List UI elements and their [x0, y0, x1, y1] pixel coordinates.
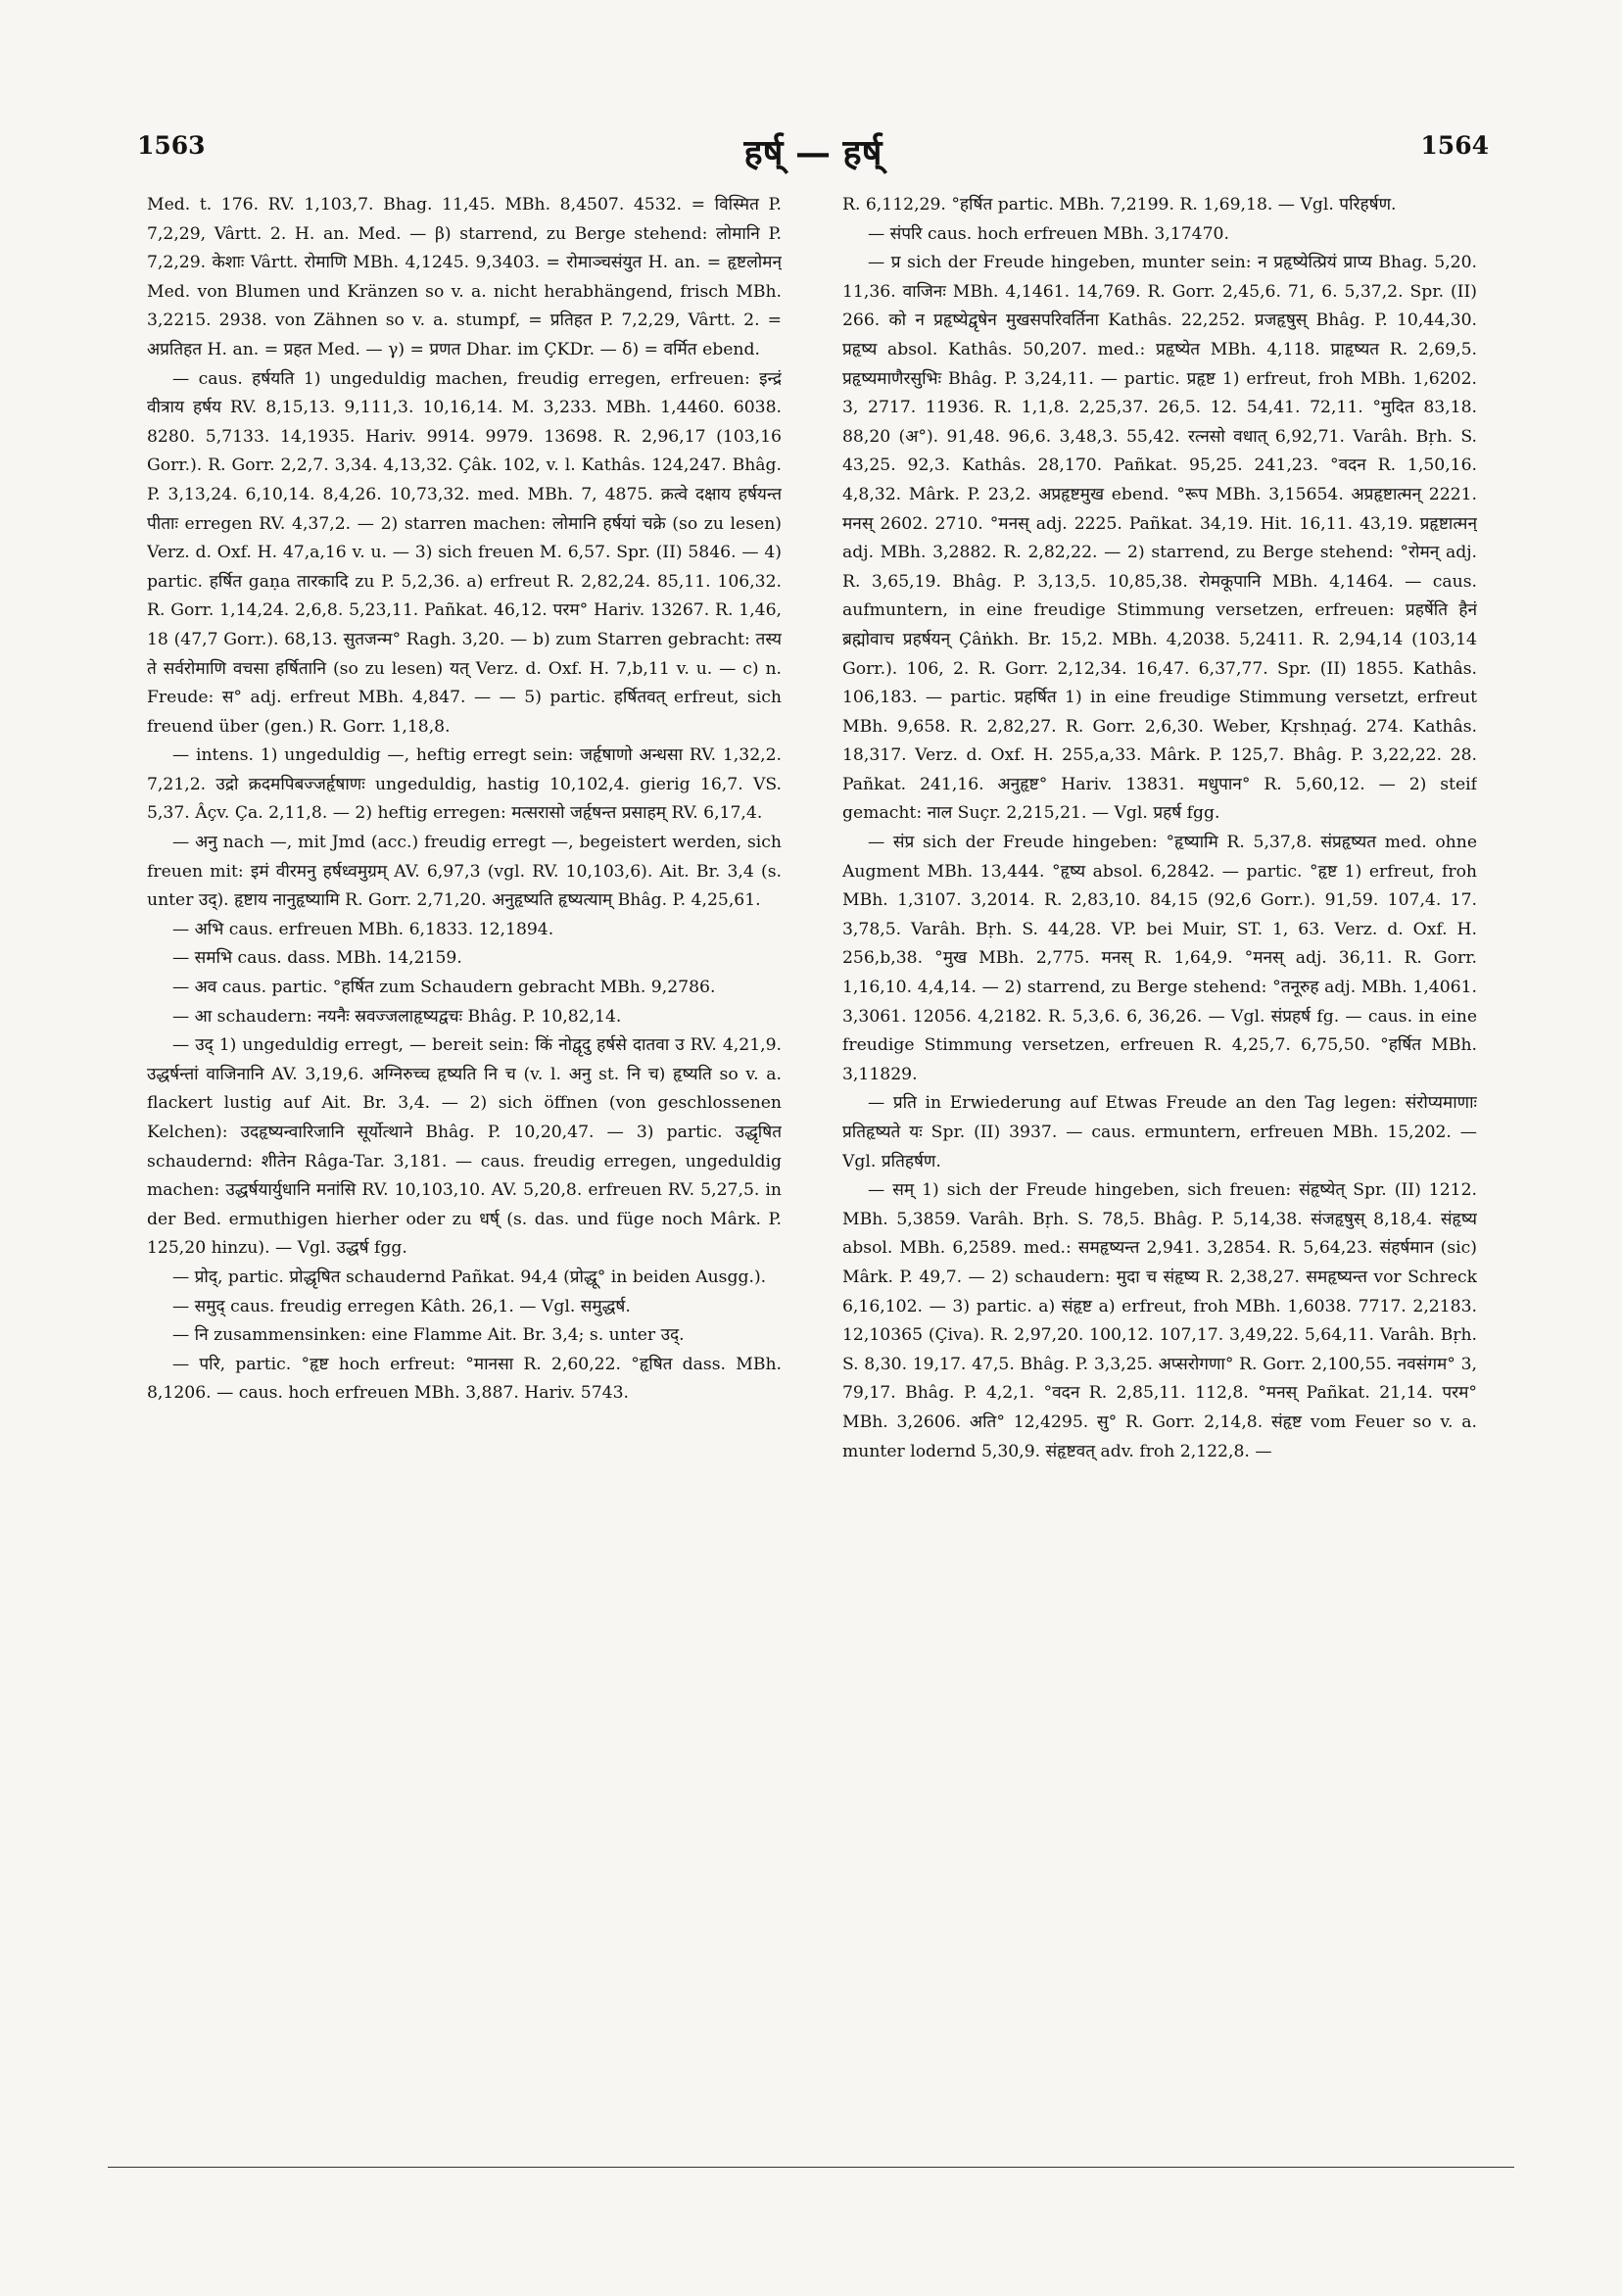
dictionary-entry: — प्रोद्, partic. प्रोद्धृषित schaudernd Pañkat. 94,4 (प्रोद्धू° in beiden Ausgg.).: [172, 1267, 767, 1287]
dictionary-entry: — caus. हर्षयति 1) ungeduldig machen, freudig erregen, erfreuen: इन्द्रं वीत्राय हर्षय RV. 8,15,13. 9,111,3. 10,16,14. M. 3,233. MBh. 1,4460. 6038. 8280. 5,7133. 14,1935. Hariv. 9914. 9979. 13698. R. 2,96,17 (103,16 Gorr.). R. Gorr. 2,2,7. 3,34. 4,13,32. Çâk. 102, v. l. Kathâs. 124,247. Bhâg. P. 3,13,24. 6,10,14. 8,4,26. 10,73,32. med. MBh. 7, 4875. क्रत्वे दक्षाय हर्षयन्त पीताः erregen RV. 4,37,2. — 2) starren machen: लोमानि हर्षयां चक्रे (so zu lesen) Verz. d. Oxf. H. 47,a,16 v. u. — 3) sich freuen M. 6,57. Spr. (II) 5846. — 4) partic. हर्षित gaṇa तारकादि zu P. 5,2,36. a) erfreut R. 2,82,24. 85,11. 106,32. R. Gorr. 1,14,24. 2,6,8. 5,23,11. Pañkat. 46,12. परम° Hariv. 13267. R. 1,46, 18 (47,7 Gorr.). 68,13. सुतजन्म° Ragh. 3,20. — b) zum Starren gebracht: तस्य ते सर्वरोमाणि वचसा हर्षितानि (so zu lesen) यत् Verz. d. Oxf. H. 7,b,11 v. u. — c) n. Freude: स° adj. erfreut MBh. 4,847. — — 5) partic. हर्षितवत् erfreut, sich freuend über (gen.) R. Gorr. 1,18,8.: [147, 368, 782, 737]
dictionary-entry: — संपरि caus. hoch erfreuen MBh. 3,17470.: [868, 223, 1229, 244]
dictionary-entry: — उद् 1) ungeduldig erregt, — bereit sein: किं नोद्वृदु हर्षसे दातवा उ RV. 4,21,9. उद्धर्षन्तां वाजिनानि AV. 3,19,6. अग्निरुच्च हृष्यति नि च (v. l. अनु st. नि च) हृष्यति so v. a. flackert lustig auf Ait. Br. 3,4. — 2) sich öffnen (von geschlossenen Kelchen): उदहृष्यन्वारिजानि सूर्योत्थाने Bhâg. P. 10,20,47. — 3) partic. उद्धृषित schaudernd: शीतेन Râga-Tar. 3,181. — caus. freudig erregen, ungeduldig machen: उद्धर्षयार्युधानि मनांसि RV. 10,103,10. AV. 5,20,8. erfreuen RV. 5,27,5. in der Bed. ermuthigen hierher oder zu धर्ष् (s. das. und füge noch Mârk. P. 125,20 hinzu). — Vgl. उद्धर्ष fgg.: [147, 1035, 782, 1259]
dictionary-entry: — प्र sich der Freude hingeben, munter sein: न प्रहृष्येत्प्रियं प्राप्य Bhag. 5,20. 11,36. वाजिनः MBh. 4,1461. 14,769. R. Gorr. 2,45,6. 71, 6. 5,37,2. Spr. (II) 266. को न प्रहृष्येद्वृषेन मुखसपरिवर्तिना Kathâs. 22,252. प्रजहृषुस् Bhâg. P. 10,44,30. प्रहृष्य absol. Kathâs. 50,207. med.: प्रहृष्येत MBh. 4,118. प्राहृष्यत R. 2,69,5. प्रहृष्यमाणैरसुभिः Bhâg. P. 3,24,11. — partic. प्रहृष्ट 1) erfreut, froh MBh. 1,6202. 3, 2717. 11936. R. 1,1,8. 2,25,37. 26,5. 12. 54,41. 72,11. °मुदित 83,18. 88,20 (अ°). 91,48. 96,6. 3,48,3. 55,42. रत्नसो वधात् 6,92,71. Varâh. Bṛh. S. 43,25. 92,3. Kathâs. 28,170. Pañkat. 95,25. 241,23. °वदन R. 1,50,16. 4,8,32. Mârk. P. 23,2. अप्रहृष्टमुख ebend. °रूप MBh. 3,15654. अप्रहृष्टात्मन् 2221. मनस् 2602. 2710. °मनस् adj. 2225. Pañkat. 34,19. Hit. 16,11. 43,19. प्रहृष्टात्मन् adj. MBh. 3,2882. R. 2,82,22. — 2) starrend, zu Berge stehend: °रोमन् adj. R. 3,65,19. Bhâg. P. 3,13,5. 10,85,38. रोमकूपानि MBh. 4,1464. — caus. aufmuntern, in eine freudige Stimmung versetzen, erfreuen: प्रहर्षेति हैनं ब्रह्मोवाच प्रहर्षयन् Çâṅkh. Br. 15,2. MBh. 4,2038. 5,2411. R. 2,94,14 (103,14 Gorr.). 106, 2. R. Gorr. 2,12,34. 16,47. 6,37,77. Spr. (II) 1855. Kathâs. 106,183. — partic. प्रहर्षित 1) in eine freudige Stimmung versetzt, erfreut MBh. 9,658. R. 2,82,27. R. Gorr. 2,6,30. Weber, Kṛshṇaǵ. 274. Kathâs. 18,317. Verz. d. Oxf. H. 255,a,33. Mârk. P. 125,7. Bhâg. P. 3,22,22. 28. Pañkat. 241,16. अनुहृष्ट° Hariv. 13831. मधुपान° R. 5,60,12. — 2) steif gemacht: नाल Suçr. 2,215,21. — Vgl. प्रहर्ष fgg.: [842, 253, 1477, 824]
dictionary-entry: — प्रति in Erwiederung auf Etwas Freude an den Tag legen: संरोप्यमाणाः प्रतिहृष्यते यः Spr. (II) 3937. — caus. ermuntern, erfreuen MBh. 15,202. — Vgl. प्रतिहर्षण.: [842, 1093, 1477, 1172]
page-header: [137, 127, 1489, 182]
page-number-right: 1564: [1420, 131, 1489, 160]
left-column: [147, 191, 782, 2121]
dictionary-entry: — संप्र sich der Freude hingeben: °हृष्यामि R. 5,37,8. संप्रहृष्यत med. ohne Augment MBh. 13,444. °हृष्य absol. 6,2842. — partic. °हृष्ट 1) erfreut, froh MBh. 1,3107. 3,2014. R. 2,83,10. 84,15 (92,6 Gorr.). 91,59. 107,4. 17. 3,78,5. Varâh. Bṛh. S. 44,28. VP. bei Muir, ST. 1, 63. Verz. d. Oxf. H. 256,b,38. °मुख MBh. 2,775. मनस् R. 1,64,9. °मनस् adj. 36,11. R. Gorr. 1,16,10. 4,4,14. — 2) starrend, zu Berge stehend: °तनूरुह adj. MBh. 1,4061. 3,3061. 12056. 4,2182. R. 5,3,6. 6, 36,26. — Vgl. संप्रहर्ष fg. — caus. in eine freudige Stimmung versetzen, erfreuen R. 4,25,7. 6,75,50. °हर्षित MBh. 3,11829.: [842, 833, 1477, 1084]
dictionary-entry: — अव caus. partic. °हर्षित zum Schaudern gebracht MBh. 9,2786.: [172, 978, 716, 998]
dictionary-entry: R. 6,112,29. °हर्षित partic. MBh. 7,2199. R. 1,69,18. — Vgl. परिहर्षण.: [842, 195, 1397, 215]
dictionary-entry: — अनु nach —, mit Jmd (acc.) freudig erregt —, begeistert werden, sich freuen mit: इमं वीरमनु हर्षध्वमुग्रम् AV. 6,97,3 (vgl. RV. 10,103,6). Ait. Br. 3,4 (s. unter उद्). हृष्टाय नानुहृष्यामि R. Gorr. 2,71,20. अनुहृष्यति हृष्यत्याम् Bhâg. P. 4,25,61.: [147, 833, 782, 911]
dictionary-entry: — समभि caus. dass. MBh. 14,2159.: [172, 948, 462, 969]
dictionary-entry: — परि, partic. °हृष्ट hoch erfreut: °मानसा R. 2,60,22. °हृषित dass. MBh. 8,1206. — caus. hoch erfreuen MBh. 3,887. Hariv. 5743.: [147, 1354, 782, 1404]
dictionary-entry: — सम् 1) sich der Freude hingeben, sich freuen: संहृष्येत् Spr. (II) 1212. MBh. 5,3859. Varâh. Bṛh. S. 78,5. Bhâg. P. 5,14,38. संजहृषुस् 8,18,4. संहृष्य absol. MBh. 6,2589. med.: समहृष्यन्त 2,941. 3,2854. R. 5,64,23. संहर्षमान (sic) Mârk. P. 49,7. — 2) schaudern: मुदा च संहृष्य R. 2,38,27. समहृष्यन्त vor Schreck 6,16,102. — 3) partic. a) संहृष्ट a) erfreut, froh MBh. 1,6038. 7717. 2,2183. 12,10365 (Çiva). R. 2,97,20. 100,12. 107,17. 3,49,22. 5,64,11. Varâh. Bṛh. S. 8,30. 19,17. 47,5. Bhâg. P. 3,3,25. अप्सरोगणा° R. Gorr. 2,100,55. नवसंगम° 3, 79,17. Bhâg. P. 4,2,1. °वदन R. 2,85,11. 112,8. °मनस् Pañkat. 21,14. परम° MBh. 3,2606. अति° 12,4295. सु° R. Gorr. 2,14,8. संहृष्ट vom Feuer so v. a. munter lodernd 5,30,9. संहृष्टवत् adv. froh 2,122,8. —: [842, 1180, 1477, 1461]
dictionary-entry: — समुद् caus. freudig erregen Kâth. 26,1. — Vgl. समुद्धर्ष.: [172, 1296, 631, 1316]
dictionary-entry: — intens. 1) ungeduldig —, heftig erregt sein: जर्हृषाणो अन्धसा RV. 1,32,2. 7,21,2. उद्रो क्रदमपिबज्जर्हृषाणः ungeduldig, hastig 10,102,4. gierig 16,7. VS. 5,37. Âçv. Ça. 2,11,8. — 2) heftig erregen: मत्सरासो जर्हृषन्त प्रसाहम् RV. 6,17,4.: [147, 745, 782, 824]
dictionary-entry: — नि zusammensinken: eine Flamme Ait. Br. 3,4; s. unter उद्.: [172, 1325, 685, 1346]
dictionary-entry: — अभि caus. erfreuen MBh. 6,1833. 12,1894.: [172, 919, 554, 939]
page-number-left: 1563: [137, 131, 206, 160]
dictionary-entry: — आ schaudern: नयनैः स्रवज्जलाहृष्यद्वचः Bhâg. P. 10,82,14.: [172, 1006, 622, 1027]
footer-rule: [108, 2167, 1514, 2168]
dictionary-entry: Med. t. 176. RV. 1,103,7. Bhag. 11,45. MBh. 8,4507. 4532. = विस्मित P. 7,2,29, Vârtt. 2. H. an. Med. — β) starrend, zu Berge stehend: लोमानि P. 7,2,29. केशाः Vârtt. रोमाणि MBh. 4,1245. 9,3403. = रोमाञ्चसंयुत H. an. = हृष्टलोमन् Med. von Blumen und Kränzen so v. a. nicht herabhängend, frisch MBh. 3,2215. 2938. von Zähnen so v. a. stumpf, = प्रतिहत P. 7,2,29, Vârtt. 2. = अप्रतिहत H. an. = प्रहत Med. — γ) = प्रणत Dhar. im ÇKDr. — δ) = वर्मित ebend.: [147, 195, 782, 359]
running-headword: हर्ष् — हर्ष्: [743, 132, 883, 173]
right-column: [842, 191, 1477, 2121]
